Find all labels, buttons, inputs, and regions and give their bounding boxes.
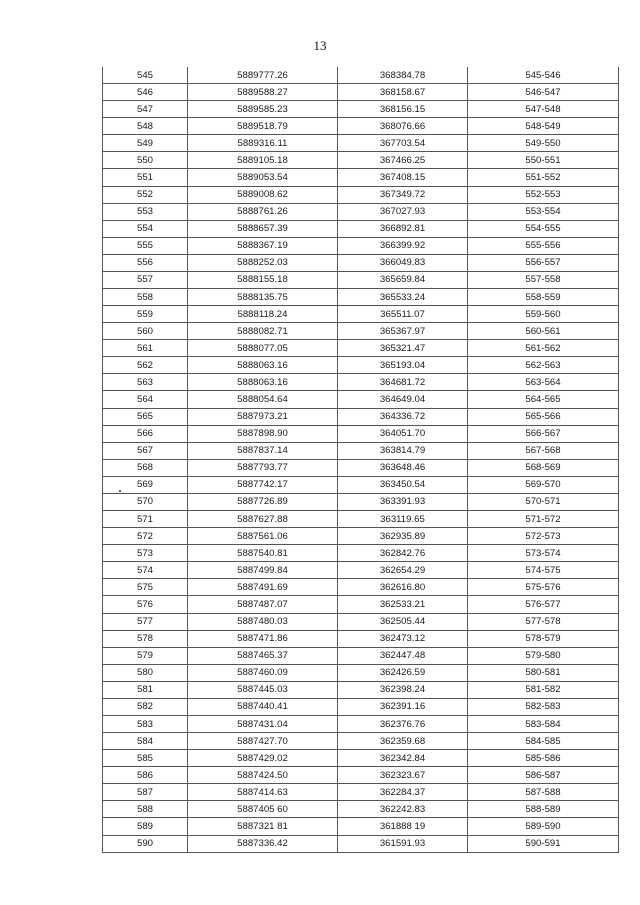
point-number-cell: 547 <box>103 101 188 118</box>
x-coordinate-cell: 5887405 60 <box>188 801 338 818</box>
point-number-cell: 548 <box>103 118 188 135</box>
y-coordinate-cell: 365533.24 <box>338 289 468 306</box>
x-coordinate-cell: 5887487.07 <box>188 596 338 613</box>
point-number-cell: 558 <box>103 289 188 306</box>
table-row <box>103 647 619 664</box>
y-coordinate-cell: 362505.44 <box>338 613 468 630</box>
y-coordinate-cell: 362342.84 <box>338 750 468 767</box>
point-number-cell: 559 <box>103 306 188 323</box>
point-number-cell: 575 <box>103 579 188 596</box>
table-row <box>103 271 619 288</box>
y-coordinate-cell: 364051.70 <box>338 425 468 442</box>
table-row <box>103 715 619 732</box>
segment-cell: 565-566 <box>468 408 619 425</box>
point-number-cell: 545 <box>103 67 188 84</box>
segment-cell: 555-556 <box>468 237 619 254</box>
table-row <box>103 476 619 493</box>
x-coordinate-cell: 5887321 81 <box>188 818 338 835</box>
table-row <box>103 511 619 528</box>
y-coordinate-cell: 366892.81 <box>338 220 468 237</box>
segment-cell: 546-547 <box>468 84 619 101</box>
x-coordinate-cell: 5888082.71 <box>188 323 338 340</box>
segment-cell: 558-559 <box>468 289 619 306</box>
table-row <box>103 357 619 374</box>
y-coordinate-cell: 363648.46 <box>338 459 468 476</box>
segment-cell: 548-549 <box>468 118 619 135</box>
y-coordinate-cell: 362473.12 <box>338 630 468 647</box>
page-number: 13 <box>313 38 327 53</box>
y-coordinate-cell: 365321.47 <box>338 340 468 357</box>
segment-cell: 588-589 <box>468 801 619 818</box>
point-number-cell: 590 <box>103 835 188 852</box>
table-row <box>103 664 619 681</box>
y-coordinate-cell: 362447.48 <box>338 647 468 664</box>
table-row <box>103 306 619 323</box>
x-coordinate-cell: 5889518.79 <box>188 118 338 135</box>
y-coordinate-cell: 362842.76 <box>338 545 468 562</box>
x-coordinate-cell: 5887427.70 <box>188 733 338 750</box>
table-row <box>103 220 619 237</box>
x-coordinate-cell: 5887465.37 <box>188 647 338 664</box>
table-row <box>103 579 619 596</box>
segment-cell: 567-568 <box>468 442 619 459</box>
point-number-cell: 584 <box>103 733 188 750</box>
point-number-cell: 566 <box>103 425 188 442</box>
point-number-cell: 561 <box>103 340 188 357</box>
table-row <box>103 84 619 101</box>
x-coordinate-cell: 5887414.63 <box>188 784 338 801</box>
segment-cell: 549-550 <box>468 135 619 152</box>
point-number-cell: 562 <box>103 357 188 374</box>
x-coordinate-cell: 5888077.05 <box>188 340 338 357</box>
x-coordinate-cell: 5887540.81 <box>188 545 338 562</box>
y-coordinate-cell: 368158.67 <box>338 84 468 101</box>
x-coordinate-cell: 5889777.26 <box>188 67 338 84</box>
table-row <box>103 391 619 408</box>
segment-cell: 552-553 <box>468 186 619 203</box>
point-number-cell: 565 <box>103 408 188 425</box>
table-row <box>103 118 619 135</box>
segment-cell: 550-551 <box>468 152 619 169</box>
point-number-cell: 588 <box>103 801 188 818</box>
table-row <box>103 493 619 510</box>
y-coordinate-cell: 366049.83 <box>338 254 468 271</box>
point-number-cell: 563 <box>103 374 188 391</box>
segment-cell: 590-591 <box>468 835 619 852</box>
y-coordinate-cell: 363814.79 <box>338 442 468 459</box>
segment-cell: 580-581 <box>468 664 619 681</box>
x-coordinate-cell: 5889316.11 <box>188 135 338 152</box>
y-coordinate-cell: 367466.25 <box>338 152 468 169</box>
segment-cell: 562-563 <box>468 357 619 374</box>
table-row <box>103 425 619 442</box>
table-row <box>103 835 619 852</box>
x-coordinate-cell: 5887898.90 <box>188 425 338 442</box>
y-coordinate-cell: 362284.37 <box>338 784 468 801</box>
table-row <box>103 630 619 647</box>
point-number-cell: 552 <box>103 186 188 203</box>
table-row <box>103 323 619 340</box>
table-row <box>103 169 619 186</box>
point-number-cell: 583 <box>103 715 188 732</box>
x-coordinate-cell: 5887499.84 <box>188 562 338 579</box>
segment-cell: 587-588 <box>468 784 619 801</box>
y-coordinate-cell: 362426.59 <box>338 664 468 681</box>
x-coordinate-cell: 5888063.16 <box>188 357 338 374</box>
x-coordinate-cell: 5887627.88 <box>188 511 338 528</box>
point-number-cell: 556 <box>103 254 188 271</box>
segment-cell: 568-569 <box>468 459 619 476</box>
y-coordinate-cell: 363391.93 <box>338 493 468 510</box>
x-coordinate-cell: 5887491.69 <box>188 579 338 596</box>
segment-cell: 564-565 <box>468 391 619 408</box>
y-coordinate-cell: 364681.72 <box>338 374 468 391</box>
table-row <box>103 750 619 767</box>
y-coordinate-cell: 362398.24 <box>338 681 468 698</box>
x-coordinate-cell: 5888118.24 <box>188 306 338 323</box>
table-row <box>103 203 619 220</box>
segment-cell: 577-578 <box>468 613 619 630</box>
segment-cell: 589-590 <box>468 818 619 835</box>
point-number-cell: 570 <box>103 493 188 510</box>
segment-cell: 584-585 <box>468 733 619 750</box>
point-number-cell: 587 <box>103 784 188 801</box>
y-coordinate-cell: 362935.89 <box>338 528 468 545</box>
table-row <box>103 596 619 613</box>
y-coordinate-cell: 364649.04 <box>338 391 468 408</box>
segment-cell: 576-577 <box>468 596 619 613</box>
y-coordinate-cell: 368156.15 <box>338 101 468 118</box>
x-coordinate-cell: 5887973.21 <box>188 408 338 425</box>
x-coordinate-cell: 5889588.27 <box>188 84 338 101</box>
point-number-cell: 586 <box>103 767 188 784</box>
x-coordinate-cell: 5889585.23 <box>188 101 338 118</box>
segment-cell: 583-584 <box>468 715 619 732</box>
point-number-cell: 568 <box>103 459 188 476</box>
table-row <box>103 254 619 271</box>
point-number-cell: 577 <box>103 613 188 630</box>
segment-cell: 571-572 <box>468 511 619 528</box>
point-number-cell: 582 <box>103 698 188 715</box>
table-row <box>103 681 619 698</box>
y-coordinate-cell: 367408.15 <box>338 169 468 186</box>
table-row <box>103 459 619 476</box>
x-coordinate-cell: 5887336.42 <box>188 835 338 852</box>
y-coordinate-cell: 367027.93 <box>338 203 468 220</box>
point-number-cell: 567 <box>103 442 188 459</box>
point-number-cell: 585 <box>103 750 188 767</box>
x-coordinate-cell: 5888054.64 <box>188 391 338 408</box>
table-row <box>103 733 619 750</box>
table-row <box>103 784 619 801</box>
x-coordinate-cell: 5887471.86 <box>188 630 338 647</box>
table-row <box>103 101 619 118</box>
point-number-cell: 576 <box>103 596 188 613</box>
segment-cell: 569-570 <box>468 476 619 493</box>
segment-cell: 561-562 <box>468 340 619 357</box>
point-number-cell: 573 <box>103 545 188 562</box>
y-coordinate-cell: 366399.92 <box>338 237 468 254</box>
y-coordinate-cell: 362359.68 <box>338 733 468 750</box>
x-coordinate-cell: 5888252.03 <box>188 254 338 271</box>
x-coordinate-cell: 5889008.62 <box>188 186 338 203</box>
point-number-cell: 580 <box>103 664 188 681</box>
point-number-cell: 555 <box>103 237 188 254</box>
segment-cell: 578-579 <box>468 630 619 647</box>
x-coordinate-cell: 5887460.09 <box>188 664 338 681</box>
point-number-cell: 550 <box>103 152 188 169</box>
y-coordinate-cell: 365511.07 <box>338 306 468 323</box>
table-row <box>103 528 619 545</box>
point-number-cell: 581 <box>103 681 188 698</box>
table-row <box>103 237 619 254</box>
point-number-cell: 569 <box>103 476 188 493</box>
x-coordinate-cell: 5887429.02 <box>188 750 338 767</box>
table-row <box>103 152 619 169</box>
point-number-cell: 579 <box>103 647 188 664</box>
x-coordinate-cell: 5887742.17 <box>188 476 338 493</box>
point-number-cell: 572 <box>103 528 188 545</box>
x-coordinate-cell: 5888063.16 <box>188 374 338 391</box>
table-row <box>103 801 619 818</box>
table-row <box>103 408 619 425</box>
x-coordinate-cell: 5888367.19 <box>188 237 338 254</box>
point-number-cell: 560 <box>103 323 188 340</box>
segment-cell: 575-576 <box>468 579 619 596</box>
x-coordinate-cell: 5888657.39 <box>188 220 338 237</box>
point-number-cell: 564 <box>103 391 188 408</box>
x-coordinate-cell: 5889105.18 <box>188 152 338 169</box>
table-row <box>103 545 619 562</box>
y-coordinate-cell: 364336.72 <box>338 408 468 425</box>
segment-cell: 573-574 <box>468 545 619 562</box>
segment-cell: 566-567 <box>468 425 619 442</box>
table-row <box>103 613 619 630</box>
point-number-cell: 571 <box>103 511 188 528</box>
x-coordinate-cell: 5888761.26 <box>188 203 338 220</box>
y-coordinate-cell: 362323.67 <box>338 767 468 784</box>
x-coordinate-cell: 5887424.50 <box>188 767 338 784</box>
y-coordinate-cell: 363450.54 <box>338 476 468 493</box>
table-row <box>103 698 619 715</box>
point-number-cell: 589 <box>103 818 188 835</box>
table-row <box>103 289 619 306</box>
table-row <box>103 340 619 357</box>
x-coordinate-cell: 5887431.04 <box>188 715 338 732</box>
segment-cell: 586-587 <box>468 767 619 784</box>
x-coordinate-cell: 5887480.03 <box>188 613 338 630</box>
segment-cell: 581-582 <box>468 681 619 698</box>
y-coordinate-cell: 361591.93 <box>338 835 468 852</box>
segment-cell: 547-548 <box>468 101 619 118</box>
coordinates-table <box>102 67 619 853</box>
x-coordinate-cell: 5887445.03 <box>188 681 338 698</box>
point-number-cell: 549 <box>103 135 188 152</box>
segment-cell: 574-575 <box>468 562 619 579</box>
y-coordinate-cell: 363119.65 <box>338 511 468 528</box>
segment-cell: 563-564 <box>468 374 619 391</box>
x-coordinate-cell: 5888155.18 <box>188 271 338 288</box>
point-number-cell: 578 <box>103 630 188 647</box>
y-coordinate-cell: 362376.76 <box>338 715 468 732</box>
table-row <box>103 186 619 203</box>
segment-cell: 560-561 <box>468 323 619 340</box>
y-coordinate-cell: 361888 19 <box>338 818 468 835</box>
y-coordinate-cell: 365659.84 <box>338 271 468 288</box>
y-coordinate-cell: 362391.16 <box>338 698 468 715</box>
segment-cell: 579-580 <box>468 647 619 664</box>
point-number-cell: 551 <box>103 169 188 186</box>
y-coordinate-cell: 362654.29 <box>338 562 468 579</box>
table-row <box>103 374 619 391</box>
point-number-cell: 557 <box>103 271 188 288</box>
table-row <box>103 442 619 459</box>
y-coordinate-cell: 367349.72 <box>338 186 468 203</box>
segment-cell: 553-554 <box>468 203 619 220</box>
y-coordinate-cell: 362533.21 <box>338 596 468 613</box>
point-number-cell: 553 <box>103 203 188 220</box>
point-number-cell: 546 <box>103 84 188 101</box>
point-number-cell: 554 <box>103 220 188 237</box>
segment-cell: 585-586 <box>468 750 619 767</box>
x-coordinate-cell: 5887837.14 <box>188 442 338 459</box>
x-coordinate-cell: 5887793.77 <box>188 459 338 476</box>
x-coordinate-cell: 5887726.89 <box>188 493 338 510</box>
segment-cell: 551-552 <box>468 169 619 186</box>
segment-cell: 554-555 <box>468 220 619 237</box>
segment-cell: 545-546 <box>468 67 619 84</box>
y-coordinate-cell: 362616.80 <box>338 579 468 596</box>
y-coordinate-cell: 365367.97 <box>338 323 468 340</box>
x-coordinate-cell: 5889053.54 <box>188 169 338 186</box>
point-number-cell: 574 <box>103 562 188 579</box>
x-coordinate-cell: 5888135.75 <box>188 289 338 306</box>
segment-cell: 572-573 <box>468 528 619 545</box>
table-row <box>103 67 619 84</box>
y-coordinate-cell: 368384.78 <box>338 67 468 84</box>
table-row <box>103 135 619 152</box>
coordinates-table-body <box>103 67 619 852</box>
segment-cell: 582-583 <box>468 698 619 715</box>
segment-cell: 557-558 <box>468 271 619 288</box>
y-coordinate-cell: 362242.83 <box>338 801 468 818</box>
x-coordinate-cell: 5887561.06 <box>188 528 338 545</box>
table-row <box>103 562 619 579</box>
y-coordinate-cell: 368076.66 <box>338 118 468 135</box>
table-row <box>103 818 619 835</box>
segment-cell: 570-571 <box>468 493 619 510</box>
table-row <box>103 767 619 784</box>
y-coordinate-cell: 367703.54 <box>338 135 468 152</box>
x-coordinate-cell: 5887440.41 <box>188 698 338 715</box>
segment-cell: 559-560 <box>468 306 619 323</box>
segment-cell: 556-557 <box>468 254 619 271</box>
y-coordinate-cell: 365193.04 <box>338 357 468 374</box>
